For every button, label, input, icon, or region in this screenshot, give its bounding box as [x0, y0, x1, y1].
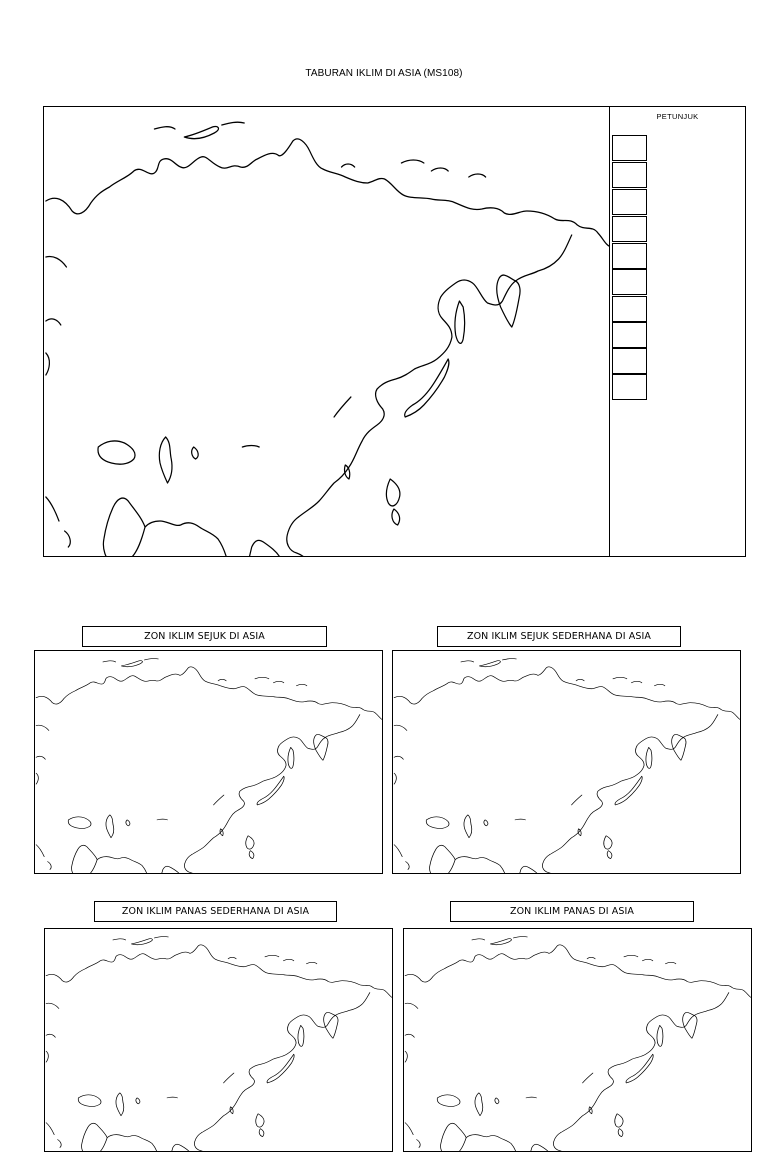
map-caption-panas-sederhana: ZON IKLIM PANAS SEDERHANA DI ASIA — [94, 901, 337, 922]
map-caption-panas: ZON IKLIM PANAS DI ASIA — [450, 901, 694, 922]
legend-box-2 — [612, 162, 647, 188]
legend-title: PETUNJUK — [656, 112, 699, 121]
map-caption-sejuk-sederhana: ZON IKLIM SEJUK SEDERHANA DI ASIA — [437, 626, 681, 647]
map-caption-sejuk: ZON IKLIM SEJUK DI ASIA — [82, 626, 327, 647]
legend-box-9 — [612, 348, 647, 374]
page-title: TABURAN IKLIM DI ASIA (MS108) — [305, 68, 463, 79]
legend-box-10 — [612, 374, 647, 400]
asia-map-outline — [45, 929, 393, 1152]
legend-box-5 — [612, 243, 647, 269]
legend-box-4 — [612, 216, 647, 242]
map-panas-sederhana — [44, 928, 393, 1152]
legend-box-7 — [612, 296, 647, 322]
legend-box-8 — [612, 322, 647, 348]
asia-map-outline — [44, 107, 610, 557]
map-panas — [403, 928, 752, 1152]
map-sejuk-sederhana — [392, 650, 741, 874]
legend-panel — [609, 106, 746, 557]
map-sejuk — [34, 650, 383, 874]
legend-box-6 — [612, 269, 647, 295]
asia-map-outline — [404, 929, 752, 1152]
legend-box-1 — [612, 135, 647, 161]
asia-map-outline — [393, 651, 741, 874]
main-map — [43, 106, 610, 557]
legend-box-3 — [612, 189, 647, 215]
asia-map-outline — [35, 651, 383, 874]
